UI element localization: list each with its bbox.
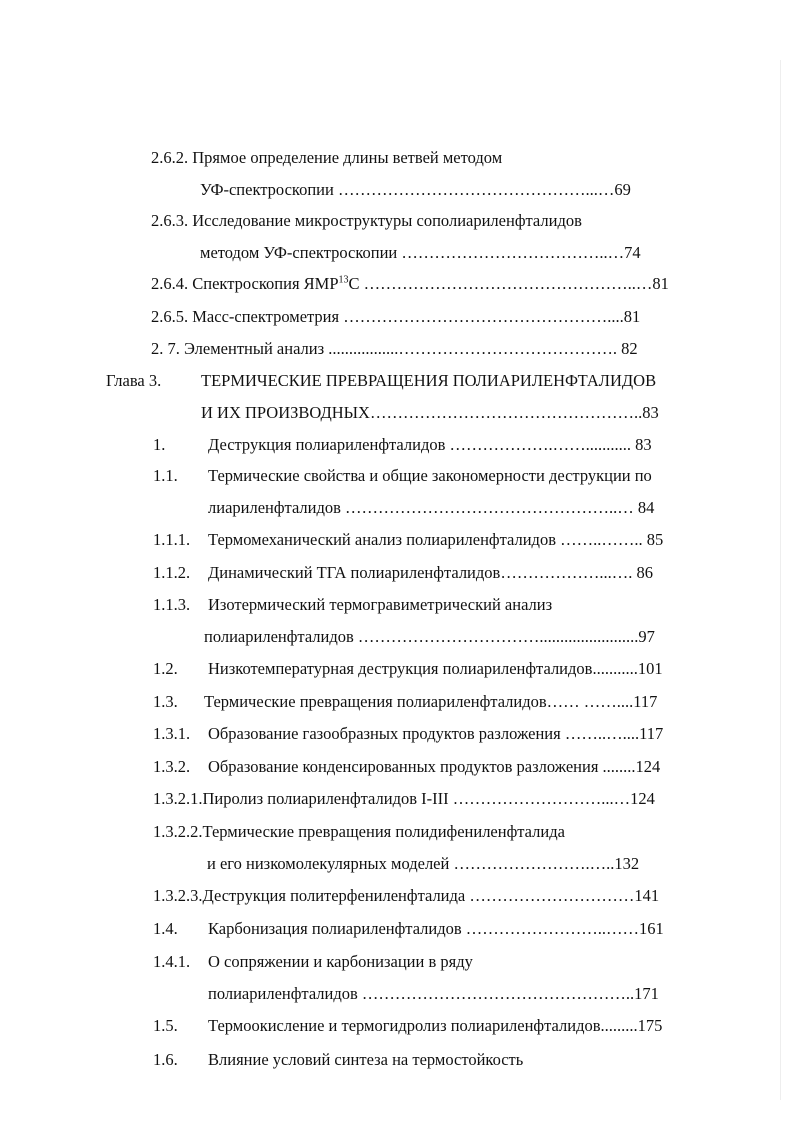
toc-num-1-6: 1.6. (153, 1050, 178, 1069)
toc-entry-1-3-1: Образование газообразных продуктов разложения ……..…....117 (208, 724, 664, 743)
toc-num-1: 1. (153, 435, 166, 454)
toc-entry-1-5: Термоокисление и термогидролиз полиариленфталидов.........175 (208, 1016, 663, 1035)
toc-entry-1-6: Влияние условий синтеза на термостойкость (208, 1050, 524, 1069)
toc-entry-1-1-cont: лиариленфталидов …………………………………………..… 84 (208, 498, 655, 517)
toc-entry-1-4: Карбонизация полиариленфталидов ……………………..……161 (208, 919, 664, 938)
toc-num-1-1-2: 1.1.2. (153, 563, 191, 582)
page-scan-edge (780, 60, 781, 1100)
toc-entry-1-1-1: Термомеханический анализ полиариленфталидов ……..…….. 85 (208, 530, 664, 549)
chapter-title: ТЕРМИЧЕСКИЕ ПРЕВРАЩЕНИЯ ПОЛИАРИЛЕНФТАЛИДОВ (201, 371, 657, 390)
toc-entry-1-4-1-cont: полиариленфталидов …………………………………………..171 (208, 984, 659, 1003)
toc-entry-2-6-3: 2.6.3. Исследование микроструктуры сополиариленфталидов (151, 211, 582, 230)
toc-num-1-3-2: 1.3.2. (153, 757, 191, 776)
toc-num-1-1-3: 1.1.3. (153, 595, 191, 614)
toc-entry-1-1-3-cont: полиариленфталидов ……………………………........................97 (204, 627, 655, 646)
toc-entry-1-1-2: Динамический ТГА полиариленфталидов………………...…. 86 (208, 563, 653, 582)
toc-entry-1-4-1: О сопряжении и карбонизации в ряду (208, 952, 473, 971)
toc-entry-1-3-2-3: 1.3.2.3.Деструкция политерфениленфталида …………………………141 (153, 886, 660, 905)
toc-entry-2-6-3-cont: методом УФ-спектроскопии ………………………………..…74 (200, 243, 641, 262)
toc-entry-1-3-2-2-cont: и его низкомолекулярных моделей …………………….…..132 (207, 854, 640, 873)
toc-num-1-2: 1.2. (153, 659, 178, 678)
toc-entry-1-3-2: Образование конденсированных продуктов разложения ........124 (208, 757, 661, 776)
toc-entry-2-6-2-cont: УФ-спектроскопии ………………………………………...…69 (200, 180, 631, 199)
toc-entry-2-6-4-tail: С …………………………………………..…81 (348, 274, 669, 293)
toc-entry-2-6-4 (151, 274, 669, 294)
toc-entry-1-3-2-2: 1.3.2.2.Термические превращения полидифениленфталида (153, 822, 565, 841)
toc-num-1-5: 1.5. (153, 1016, 178, 1035)
toc-entry-1-1-3: Изотермический термогравиметрический анализ (208, 595, 553, 614)
chapter-label: Глава 3. (106, 371, 162, 390)
toc-entry-1-2: Низкотемпературная деструкция полиариленфталидов...........101 (208, 659, 663, 678)
toc-entry-2-6-2: 2.6.2. Прямое определение длины ветвей методом (151, 148, 503, 167)
toc-num-1-4-1: 1.4.1. (153, 952, 191, 971)
toc-entry-2-6-4-sup: 13 (338, 274, 349, 286)
toc-entry-1: Деструкция полиариленфталидов ……………….……........... 83 (208, 435, 652, 454)
toc-entry-2-7: 2. 7. Элементный анализ .................…………………………………. 82 (151, 339, 638, 358)
toc-num-1-4: 1.4. (153, 919, 178, 938)
toc-entry-1-3-2-1: 1.3.2.1.Пиролиз полиариленфталидов I-III ………………………...…124 (153, 789, 655, 808)
chapter-title-cont: И ИХ ПРОИЗВОДНЫХ…………………………………………..83 (201, 403, 659, 422)
toc-entry-2-6-5: 2.6.5. Масс-спектрометрия …………………………………………....81 (151, 307, 641, 326)
toc-num-1-3: 1.3. (153, 692, 178, 711)
toc-entry-1-3: Термические превращения полиариленфталидов…… ……....117 (204, 692, 658, 711)
toc-entry-1-1: Термические свойства и общие закономерности деструкции по (208, 466, 652, 485)
toc-num-1-1: 1.1. (153, 466, 178, 485)
toc-num-1-3-1: 1.3.1. (153, 724, 191, 743)
toc-entry-2-6-4-text: 2.6.4. Спектроскопия ЯМР (151, 274, 339, 293)
toc-num-1-1-1: 1.1.1. (153, 530, 191, 549)
